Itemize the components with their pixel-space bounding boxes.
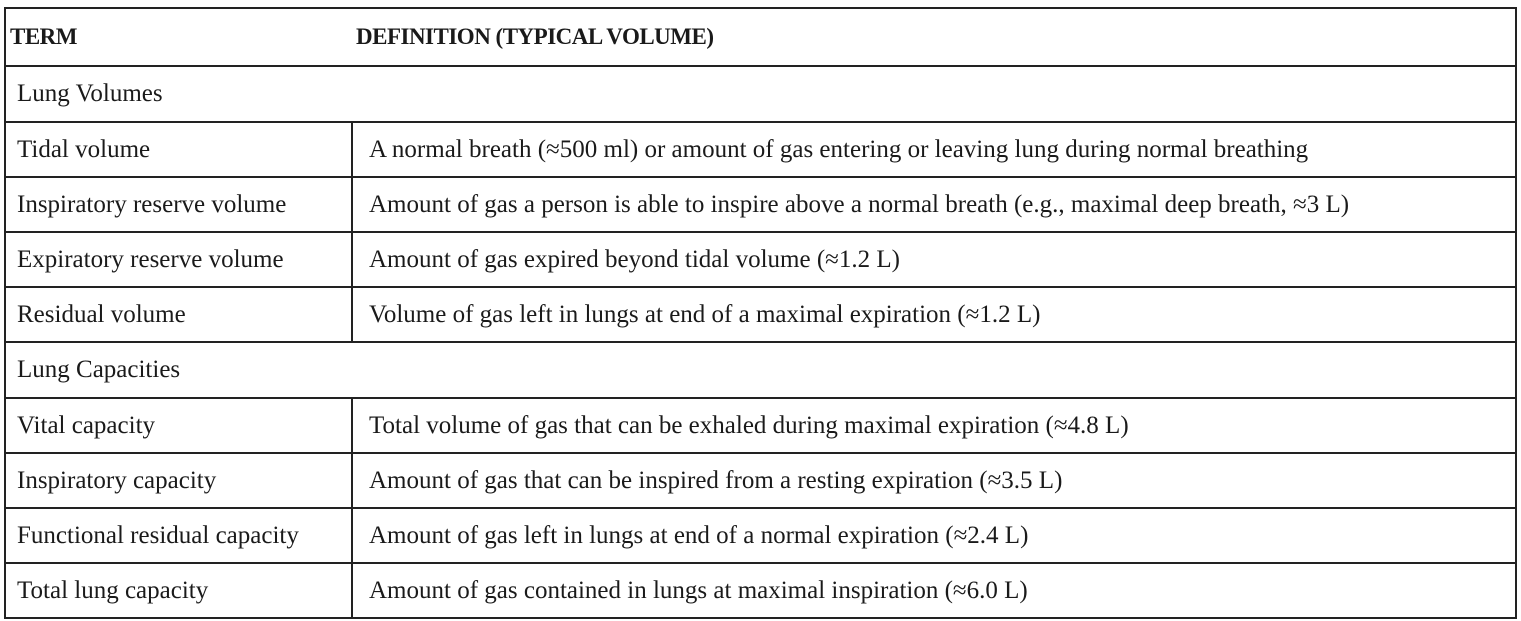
term-cell: Functional residual capacity (6, 509, 353, 562)
definition-cell: Total volume of gas that can be exhaled during maximal expiration (≈4.8 L) (369, 411, 1129, 439)
section-row-lung-volumes (6, 67, 1515, 123)
header-row (6, 9, 1515, 67)
definition-cell: Amount of gas left in lungs at end of a normal expiration (≈2.4 L) (369, 521, 1029, 549)
table-row (6, 399, 1515, 454)
table-row (6, 233, 1515, 288)
header-definition: DEFINITION (TYPICAL VOLUME) (356, 24, 714, 49)
table-row (6, 509, 1515, 564)
term-cell: Expiratory reserve volume (6, 233, 353, 286)
definition-cell: Amount of gas a person is able to inspire above a normal breath (e.g., maximal deep breath, ≈3 L) (369, 190, 1350, 218)
term-cell: Vital capacity (6, 399, 353, 452)
definition-cell: Amount of gas that can be inspired from a resting expiration (≈3.5 L) (369, 466, 1063, 494)
section-title: Lung Capacities (17, 356, 181, 383)
table-row (6, 288, 1515, 343)
definition-cell: Amount of gas contained in lungs at maximal inspiration (≈6.0 L) (369, 576, 1028, 604)
term-cell: Residual volume (6, 288, 353, 341)
table-row (6, 123, 1515, 178)
definition-cell: A normal breath (≈500 ml) or amount of gas entering or leaving lung during normal breathing (369, 135, 1309, 163)
term-cell: Tidal volume (6, 123, 353, 176)
definition-cell: Amount of gas expired beyond tidal volume (≈1.2 L) (369, 245, 900, 273)
section-title: Lung Volumes (17, 80, 163, 107)
table-row (6, 564, 1515, 617)
term-cell: Inspiratory capacity (6, 454, 353, 507)
term-cell: Total lung capacity (6, 564, 353, 617)
table-row (6, 178, 1515, 233)
table-row (6, 454, 1515, 509)
section-row-lung-capacities (6, 343, 1515, 399)
header-term: TERM (10, 24, 77, 49)
term-cell: Inspiratory reserve volume (6, 178, 353, 231)
definition-cell: Volume of gas left in lungs at end of a maximal expiration (≈1.2 L) (369, 300, 1041, 328)
lung-volumes-table (4, 7, 1517, 619)
